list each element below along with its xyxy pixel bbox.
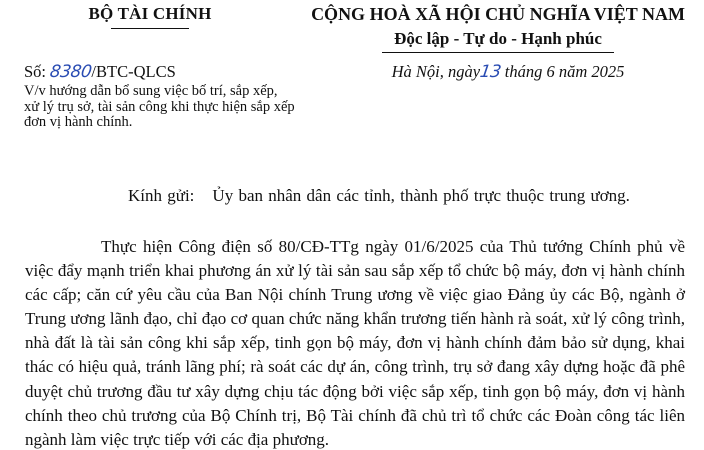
- recipient-label: Kính gửi:: [128, 186, 195, 205]
- agency-underline: [111, 28, 189, 29]
- national-title: CỘNG HOÀ XÃ HỘI CHỦ NGHĨA VIỆT NAM: [311, 4, 685, 24]
- issuing-agency-name: BỘ TÀI CHÍNH: [88, 4, 212, 23]
- handwritten-document-number: 8380: [48, 62, 93, 82]
- issuing-agency-block: [0, 4, 300, 29]
- recipient-name: Ủy ban nhân dân các tỉnh, thành phố trực thuộc trung ương.: [212, 186, 630, 205]
- place-and-date: [318, 62, 698, 82]
- body-paragraph: Thực hiện Công điện số 80/CĐ-TTg ngày 01/6/2025 của Thủ tướng Chính phủ về việc đẩy mạnh triển khai phương án xử lý tài sản sau sắp xếp tổ chức bộ máy, đơn vị hành chính các cấp; căn cứ yêu cầu của Ban Nội chính Trung ương về việc giao Đảng ủy các Bộ, ngành ở Trung ương lãnh đạo, chỉ đạo cơ quan chức năng khẩn trương tiến hành rà soát, xử lý công trình, nhà đất là tài sản công khi sắp xếp, tinh gọn bộ máy, đơn vị hành chính đảm bảo sử dụng, khai thác có hiệu quả, tránh lãng phí; rà soát các dự án, công trình, trụ sở đang xây dựng hoặc đã phê duyệt chủ trương đầu tư xây dựng chịu tác động bởi việc sắp xếp, tinh gọn bộ máy, đơn vị hành chính theo chủ trương của Bộ Chính trị, Bộ Tài chính đã chủ trì tổ chức các Đoàn công tác liên ngành làm việc trực tiếp với các địa phương.: [25, 237, 685, 449]
- place-date-prefix: Hà Nội, ngày: [391, 62, 481, 81]
- recipient-line: [128, 186, 630, 206]
- national-title-block: [292, 4, 704, 53]
- document-number-prefix: Số:: [24, 62, 47, 81]
- place-date-suffix: tháng 6 năm 2025: [504, 62, 625, 81]
- national-motto: Độc lập - Tự do - Hạnh phúc: [394, 29, 602, 48]
- document-number-suffix: /BTC-QLCS: [91, 62, 176, 81]
- document-number: [24, 62, 176, 82]
- handwritten-day: 13: [478, 62, 503, 82]
- motto-underline: [382, 52, 614, 53]
- document-subject: V/v hướng dẫn bổ sung việc bố trí, sắp xếp, xử lý trụ sở, tài sản công khi thực hiện sắp xếp đơn vị hành chính.: [24, 83, 295, 131]
